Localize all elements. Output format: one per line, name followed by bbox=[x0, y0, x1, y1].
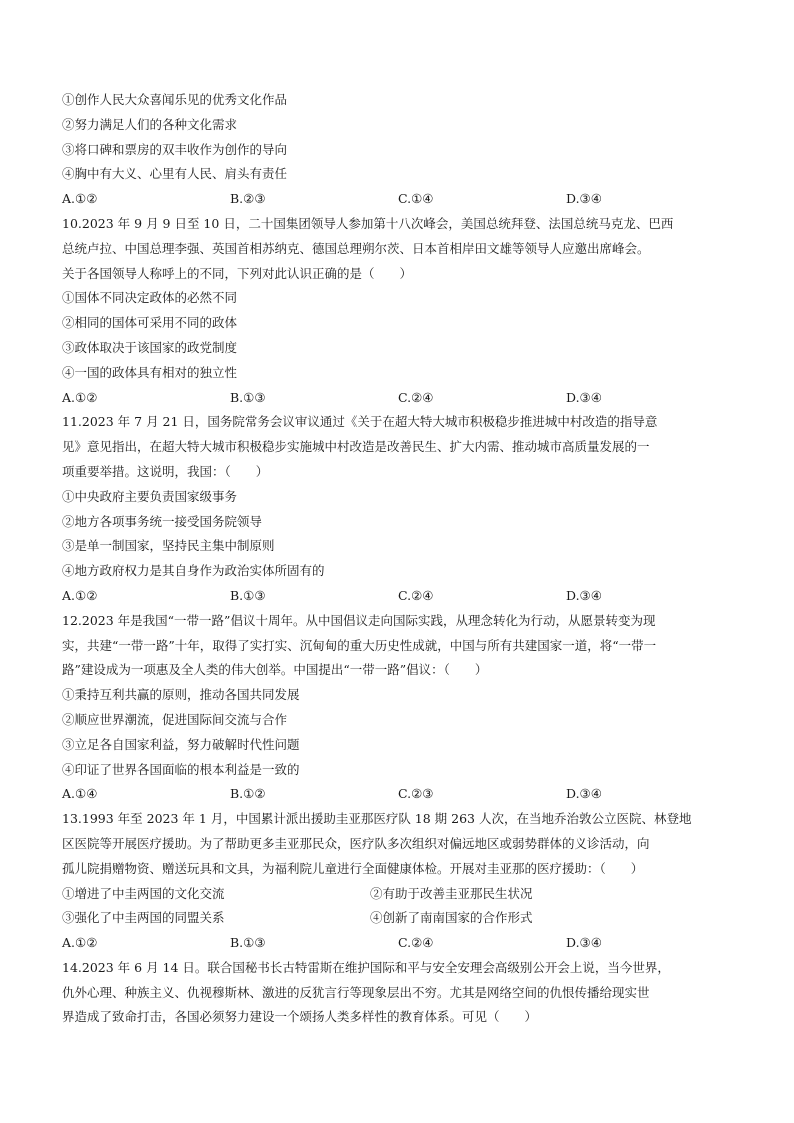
q11-stem-line-3: 项重要举措。这说明，我国：（ ） bbox=[62, 463, 269, 479]
q10-option-3: ③政体取决于该国家的政党制度 bbox=[62, 339, 238, 355]
q10-answer-d: D.③④ bbox=[566, 389, 602, 405]
question-12 bbox=[62, 609, 734, 807]
q12-answer-c: C.②③ bbox=[398, 786, 434, 802]
q13-option-3: ③强化了中圭两国的同盟关系 bbox=[62, 910, 225, 926]
q9-answer-d: D.③④ bbox=[566, 191, 602, 207]
q13-option-4: ④创新了南南国家的合作形式 bbox=[370, 910, 533, 926]
q11-option-1: ①中央政府主要负责国家级事务 bbox=[62, 488, 238, 504]
q13-answer-b: B.①③ bbox=[230, 935, 266, 951]
q9-answer-a: A.①② bbox=[62, 191, 98, 207]
q9-answer-choices bbox=[62, 187, 734, 212]
q12-option-3: ③立足各自国家利益，努力破解时代性问题 bbox=[62, 736, 300, 752]
q13-options-row-1 bbox=[62, 882, 734, 907]
q11-stem-line-2: 见》意见指出，在超大特大城市积极稳步实施城中村改造是改善民生、扩大内需、推动城市高质量发展的一 bbox=[62, 439, 650, 455]
q12-answer-b: B.①② bbox=[230, 786, 266, 802]
q13-option-2: ②有助于改善圭亚那民生状况 bbox=[370, 885, 533, 901]
q13-stem-line-3: 孤儿院捐赠物资、赠送玩具和文具，为福利院儿童进行全面健康体检。开展对圭亚那的医疗援助：（ ） bbox=[62, 860, 644, 876]
exam-page bbox=[62, 88, 734, 1030]
q10-option-1: ①国体不同决定政体的必然不同 bbox=[62, 290, 238, 306]
q11-answer-choices bbox=[62, 584, 734, 609]
question-14 bbox=[62, 956, 734, 1030]
q10-stem-line-2: 总统卢拉、中国总理李强、英国首相苏纳克、德国总理朔尔茨、日本首相岸田文雄等领导人应邀出席峰会。 bbox=[62, 240, 650, 256]
q11-answer-a: A.①② bbox=[62, 587, 98, 603]
q13-answer-a: A.①② bbox=[62, 935, 98, 951]
question-11 bbox=[62, 410, 734, 608]
q13-answer-d: D.③④ bbox=[566, 935, 602, 951]
q11-answer-b: B.①③ bbox=[230, 587, 266, 603]
q13-answer-choices bbox=[62, 931, 734, 956]
q12-answer-choices bbox=[62, 782, 734, 807]
q9-answer-b: B.②③ bbox=[230, 191, 266, 207]
q14-stem-line-2: 仇外心理、种族主义、仇视穆斯林、激进的反犹言行等现象层出不穷。尤其是网络空间的仇恨传播给现实世 bbox=[62, 984, 650, 1000]
q12-option-2: ②顺应世界潮流，促进国际间交流与合作 bbox=[62, 711, 288, 727]
q9-option-4: ④胸中有大义、心里有人民、肩头有责任 bbox=[62, 166, 288, 182]
q12-stem-line-1: 12.2023 年是我国“一带一路”倡议十周年。从中国倡议走向国际实践，从理念转化为行动，从愿景转变为现 bbox=[62, 612, 656, 628]
q9-answer-c: C.①④ bbox=[398, 191, 434, 207]
q13-option-1: ①增进了中圭两国的文化交流 bbox=[62, 885, 225, 901]
q10-stem-line-1: 10.2023 年 9 月 9 日至 10 日，二十国集团领导人参加第十八次峰会，美国总统拜登、法国总统马克龙、巴西 bbox=[62, 215, 674, 231]
q13-answer-c: C.②④ bbox=[398, 935, 434, 951]
q12-answer-a: A.①④ bbox=[62, 786, 98, 802]
q12-option-4: ④印证了世界各国面临的根本利益是一致的 bbox=[62, 761, 300, 777]
q11-answer-d: D.③④ bbox=[566, 587, 602, 603]
q11-option-3: ③是单一制国家，坚持民主集中制原则 bbox=[62, 538, 275, 554]
q10-option-2: ②相同的国体可采用不同的政体 bbox=[62, 315, 238, 331]
q14-stem-line-3: 界造成了致命打击，各国必须努力建设一个颂扬人类多样性的教育体系。可见（ ） bbox=[62, 1009, 538, 1025]
q10-answer-a: A.①② bbox=[62, 389, 98, 405]
q12-option-1: ①秉持互利共赢的原则，推动各国共同发展 bbox=[62, 687, 300, 703]
question-13 bbox=[62, 807, 734, 956]
q9-option-2: ②努力满足人们的各种文化需求 bbox=[62, 116, 238, 132]
q9-option-1: ①创作人民大众喜闻乐见的优秀文化作品 bbox=[62, 92, 288, 107]
question-9 bbox=[62, 88, 734, 212]
q13-options-row-2 bbox=[62, 906, 734, 931]
q11-stem-line-1: 11.2023 年 7 月 21 日，国务院常务会议审议通过《关于在超大特大城市积极稳步推进城中村改造的指导意 bbox=[62, 414, 658, 430]
q10-answer-choices bbox=[62, 386, 734, 411]
q12-answer-d: D.③④ bbox=[566, 786, 602, 802]
question-10 bbox=[62, 212, 734, 410]
q11-answer-c: C.②④ bbox=[398, 587, 434, 603]
q13-stem-line-2: 区医院等开展医疗援助。为了帮助更多圭亚那民众，医疗队多次组织对偏远地区或弱势群体的义诊活动，向 bbox=[62, 835, 650, 851]
q10-option-4: ④一国的政体具有相对的独立性 bbox=[62, 364, 238, 380]
q12-stem-line-2: 实，共建“一带一路”十年，取得了实打实、沉甸甸的重大历史性成就，中国与所有共建国家一道，将“一带一 bbox=[62, 637, 657, 653]
q10-answer-c: C.②④ bbox=[398, 389, 434, 405]
q13-stem-line-1: 13.1993 年至 2023 年 1 月，中国累计派出援助圭亚那医疗队 18 期 263 人次，在当地乔治敦公立医院、林登地 bbox=[62, 811, 692, 827]
q11-option-2: ②地方各项事务统一接受国务院领导 bbox=[62, 513, 263, 529]
q9-option-3: ③将口碑和票房的双丰收作为创作的导向 bbox=[62, 141, 288, 157]
q11-option-4: ④地方政府权力是其自身作为政治实体所固有的 bbox=[62, 563, 325, 579]
q14-stem-line-1: 14.2023 年 6 月 14 日。联合国秘书长古特雷斯在维护国际和平与安全安理会高级别公开会上说，当今世界， bbox=[62, 959, 670, 975]
q12-stem-line-3: 路”建设成为一项惠及全人类的伟大创举。中国提出“一带一路”倡议：（ ） bbox=[62, 662, 488, 678]
q10-answer-b: B.①③ bbox=[230, 389, 266, 405]
q10-stem-line-3: 关于各国领导人称呼上的不同，下列对此认识正确的是（ ） bbox=[62, 265, 413, 281]
